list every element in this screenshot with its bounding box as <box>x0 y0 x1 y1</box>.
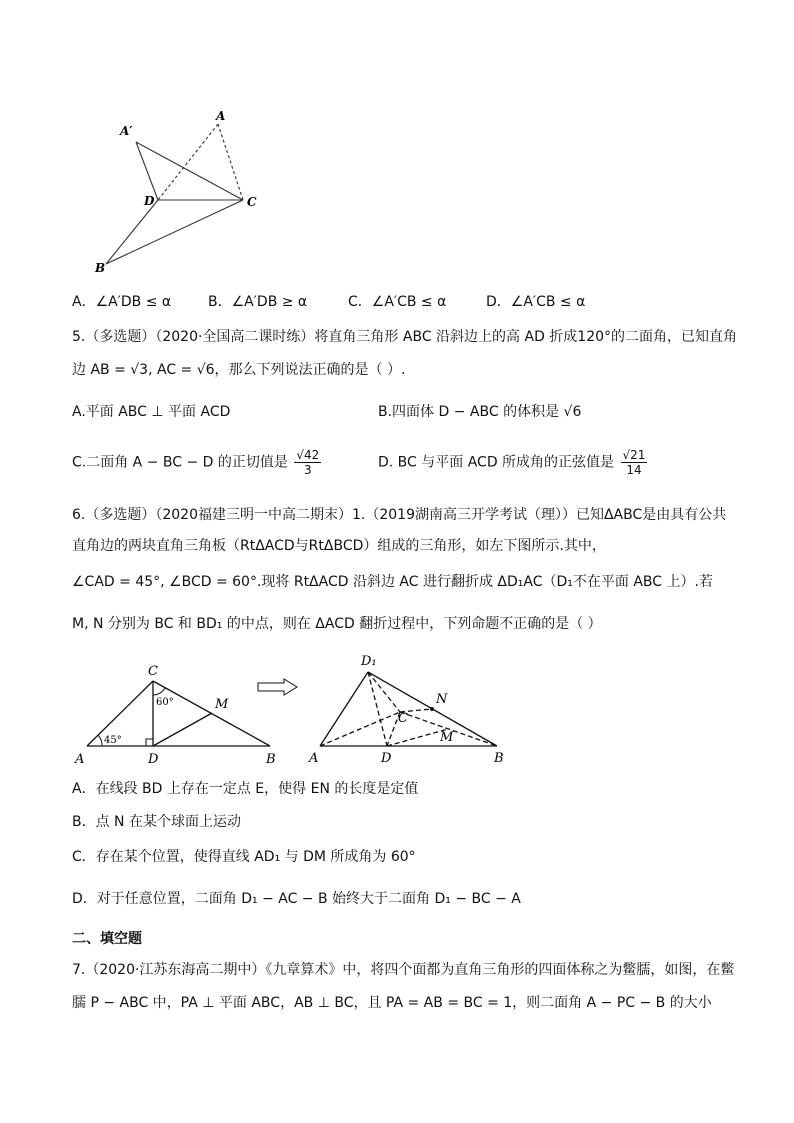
q5-option-d-text: D. BC 与平面 ACD 所成角的正弦值是 <box>378 454 615 471</box>
label-angle-45: 45° <box>104 735 122 746</box>
q4-option-a: A．∠A′DB ≤ α <box>72 294 172 310</box>
label-C: C <box>247 195 257 209</box>
fraction-numerator: √21 <box>622 448 646 462</box>
section-title: 二、填空题 <box>72 931 142 947</box>
figure-folded-tetrahedron <box>305 650 520 770</box>
hollow-arrow-icon <box>256 678 300 696</box>
q6-option-a: A．在线段 BD 上存在一定点 E，使得 EN 的长度是定值 <box>72 781 419 797</box>
q5-option-c <box>72 448 323 477</box>
label-A: A <box>309 751 319 766</box>
q5-stem-line1: 5.（多选题）（2020·全国高二课时练）将直角三角形 ABC 沿斜边上的高 AD 折成120°的二面角，已知直角 <box>72 329 738 345</box>
q6-option-d: D．对于任意位置，二面角 D₁ − AC − B 始终大于二面角 D₁ − BC − A <box>72 891 521 907</box>
q4-option-b: B．∠A′DB ≥ α <box>208 294 308 310</box>
q6-option-c: C．存在某个位置，使得直线 AD₁ 与 DM 所成角为 60° <box>72 849 416 865</box>
q4-option-c: C．∠A′CB ≤ α <box>348 294 447 310</box>
label-D: D <box>144 194 155 208</box>
figure-fold-1 <box>80 100 280 280</box>
edge-A1-D <box>136 142 158 200</box>
label-N: N <box>436 692 448 707</box>
segment-D-M <box>153 713 212 746</box>
q6-stem-line1: 6.（多选题）（2020福建三明一中高二期末）1.（2019湖南高三开学考试（理））已知ΔABC是由具有公共 <box>72 507 727 523</box>
label-B: B <box>494 751 504 766</box>
q5-option-b: B.四面体 D − ABC 的体积是 √6 <box>378 404 582 420</box>
edge-A-D-dashed <box>158 124 218 200</box>
q5-option-c-fraction <box>294 448 321 477</box>
q6-stem-line2: 直角边的两块直角三角板（RtΔACD与RtΔBCD）组成的三角形，如左下图所示.其中， <box>72 538 606 554</box>
label-D: D <box>148 752 159 767</box>
fraction-denominator: 3 <box>303 463 312 477</box>
edge-D1-D-dashed <box>368 672 387 746</box>
angle-arc-60 <box>153 688 165 695</box>
q4-option-d: D．∠A′CB ≤ α <box>486 294 586 310</box>
label-C: C <box>398 711 408 726</box>
q5-option-d <box>378 448 649 477</box>
q7-stem-line2: 臑 P − ABC 中，PA ⊥ 平面 ABC，AB ⊥ BC，且 PA = AB = BC = 1，则二面角 A − PC − B 的大小 <box>72 995 712 1011</box>
point-N <box>430 707 434 711</box>
angle-arc-45 <box>98 735 102 746</box>
label-angle-60: 60° <box>156 697 174 708</box>
label-B: B <box>266 752 276 767</box>
label-M: M <box>215 697 229 712</box>
label-M: M <box>440 730 454 745</box>
label-A: A <box>216 109 226 123</box>
q5-option-a: A.平面 ABC ⊥ 平面 ACD <box>72 404 231 420</box>
edge-D1-A <box>320 672 368 746</box>
q5-option-c-text: C.二面角 A − BC − D 的正切值是 <box>72 454 288 471</box>
fraction-denominator: 14 <box>626 463 642 477</box>
label-A: A <box>75 752 85 767</box>
q7-stem-line1: 7.（2020·江苏东海高二期中）《九章算术》中，将四个面都为直角三角形的四面体称之为鳖臑，如图，在鳖 <box>72 962 735 978</box>
label-C: C <box>148 664 158 679</box>
q6-option-b: B．点 N 在某个球面上运动 <box>72 814 241 830</box>
q5-option-d-fraction <box>621 448 648 477</box>
figure-triangle-abc <box>72 655 292 770</box>
segment-D-M-dashed <box>387 729 448 746</box>
label-D1: D₁ <box>361 654 377 669</box>
label-A1: A′ <box>120 124 133 138</box>
q6-stem-line4: M, N 分别为 BC 和 BD₁ 的中点，则在 ΔACD 翻折过程中，下列命题不正确的是（ ） <box>72 616 602 632</box>
q6-stem-line3: ∠CAD = 45°, ∠BCD = 60°.现将 RtΔACD 沿斜边 AC 进行翻折成 ΔD₁AC（D₁不在平面 ABC 上）.若 <box>72 574 713 590</box>
edge-B-C <box>106 200 243 264</box>
q5-stem-line2: 边 AB = √3, AC = √6，那么下列说法正确的是（ ）. <box>72 362 406 378</box>
right-angle-marker <box>146 739 153 746</box>
edge-A-C-dashed <box>320 712 400 746</box>
label-B: B <box>95 261 106 275</box>
fraction-numerator: √42 <box>296 448 320 462</box>
label-D: D <box>381 751 392 766</box>
edge-D-B <box>106 200 158 264</box>
